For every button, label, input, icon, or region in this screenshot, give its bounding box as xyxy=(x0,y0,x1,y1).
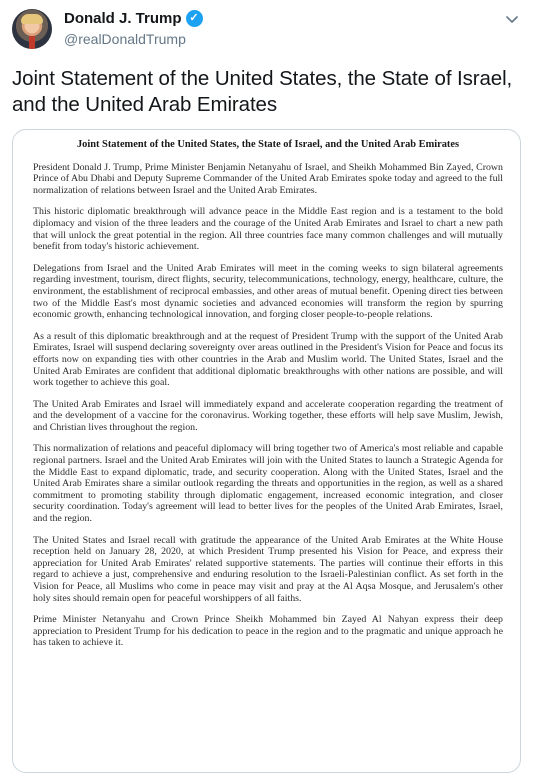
document-paragraph: The United Arab Emirates and Israel will immediately expand and accelerate cooperation regarding the treatment of and the development of a vaccine for the coronavirus. Working together, these efforts will help save Muslim, Jewish, and Christian lives throughout the region. xyxy=(33,398,503,433)
avatar[interactable] xyxy=(12,9,52,49)
author-display-name[interactable]: Donald J. Trump xyxy=(64,10,182,27)
document-paragraph: Prime Minister Netanyahu and Crown Prince Sheikh Mohammed bin Zayed Al Nahyan express their deep appreciation to President Trump for his dedication to peace in the region and to the pragmatic and unique approach he has taken to achieve it. xyxy=(33,614,503,649)
author-name-row[interactable] xyxy=(64,10,203,27)
document-paragraph: President Donald J. Trump, Prime Minister Benjamin Netanyahu of Israel, and Sheikh Mohammed Bin Zayed, Crown Prince of Abu Dhabi and Deputy Supreme Commander of the United Arab Emirates spoke today and agreed to the full normalization of relations between Israel and the United Arab Emirates. xyxy=(33,161,503,196)
tweet-text: Joint Statement of the United States, the State of Israel, and the United Arab Emirates xyxy=(12,67,513,116)
statement-document xyxy=(33,139,503,659)
document-title: Joint Statement of the United States, the State of Israel, and the United Arab Emirates xyxy=(76,139,460,150)
avatar-tie xyxy=(29,36,35,49)
document-paragraph: The United States and Israel recall with gratitude the appearance of the United Arab Emirates at the White House reception held on January 28, 2020, at which President Trump presented his Vision for Peace, and express their appreciation for United Arab Emirates' related supportive statements. The parties will continue their efforts in this regard to achieve a just, comprehensive and enduring resolution to the Israeli-Palestinian conflict. As set forth in the Vision for Peace, all Muslims who come in peace may visit and pray at the Al Aqsa Mosque, and Jerusalem's other holy sites should remain open for peaceful worshippers of all faiths. xyxy=(33,534,503,604)
document-paragraph: This normalization of relations and peaceful diplomacy will bring together two of America's most reliable and capable regional partners. Israel and the United Arab Emirates will join with the United States to launch a Strategic Agenda for the Middle East to expand diplomatic, trade, and security cooperation. Along with the United States, Israel and the United Arab Emirates share a similar outlook regarding the threats and opportunities in the region, as well as a shared commitment to promoting stability through diplomatic engagement, increased economic integration, and closer security coordination. Today's agreement will lead to better lives for the peoples of the United Arab Emirates, Israel, and the region. xyxy=(33,443,503,525)
avatar-hair xyxy=(21,14,43,24)
tweet-header xyxy=(0,0,533,62)
media-card[interactable] xyxy=(12,129,521,773)
document-paragraph: As a result of this diplomatic breakthrough and at the request of President Trump with the support of the United Arab Emirates, Israel will suspend declaring sovereignty over areas outlined in the President's Vision for Peace and focus its efforts now on expanding ties with other countries in the Arab and Muslim world. The United States, Israel and the United Arab Emirates are confident that additional diplomatic breakthroughs with other nations are possible, and will work together to achieve this goal. xyxy=(33,330,503,389)
verified-badge-icon: ✓ xyxy=(186,10,203,27)
document-paragraph: Delegations from Israel and the United Arab Emirates will meet in the coming weeks to sign bilateral agreements regarding investment, tourism, direct flights, security, telecommunications, technology, energy, healthcare, culture, the environment, the establishment of reciprocal embassies, and other areas of mutual benefit. Opening direct ties between two of the Middle East's most dynamic societies and advanced economies will transform the region by spurring economic growth, enhancing technological innovation, and forging closer people-to-people relations. xyxy=(33,262,503,321)
chevron-down-icon[interactable] xyxy=(503,10,521,28)
author-handle[interactable]: @realDonaldTrump xyxy=(64,31,186,47)
document-paragraph: This historic diplomatic breakthrough will advance peace in the Middle East region and is a testament to the bold diplomacy and vision of the three leaders and the courage of the United Arab Emirates and Israel to chart a new path that will unlock the great potential in the region. All three countries face many common challenges and will mutually benefit from today's historic achievement. xyxy=(33,206,503,253)
